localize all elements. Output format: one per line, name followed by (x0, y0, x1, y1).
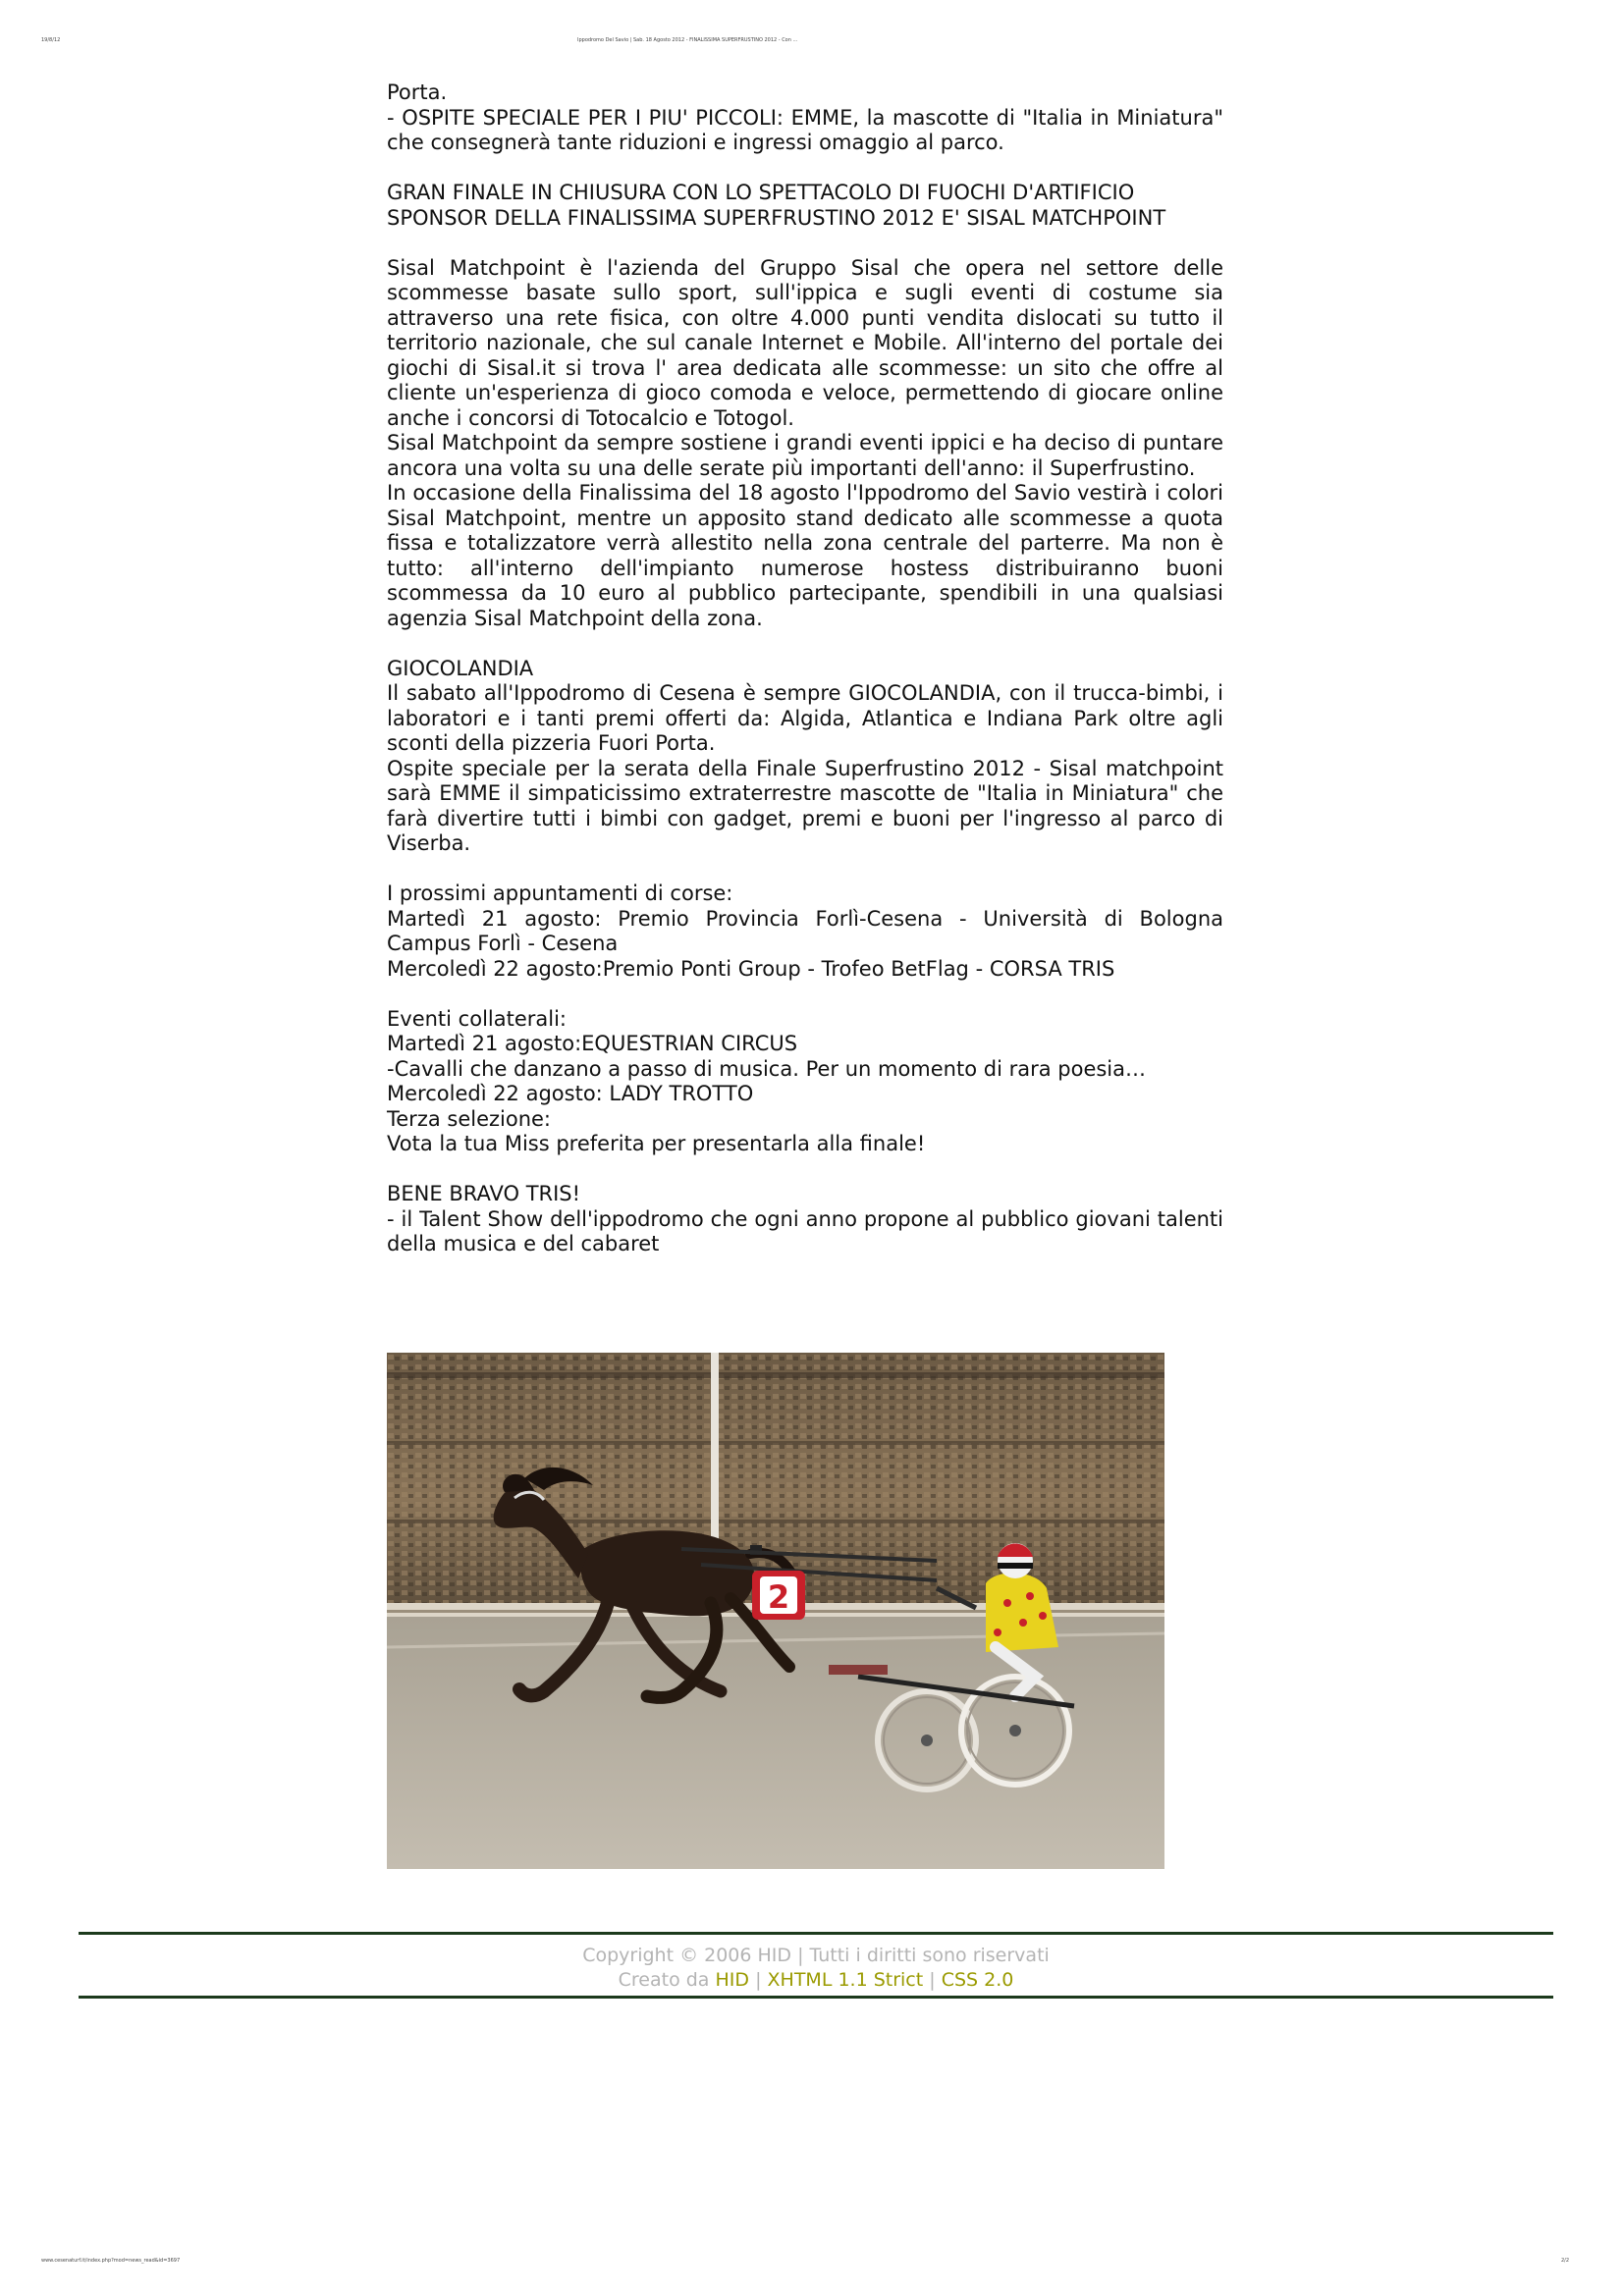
article-paragraph: Sisal Matchpoint è l'azienda del Gruppo Sisal che opera nel settore delle scommesse basate sullo sport, sull'ippica e sugli eventi di costume sia attraverso una rete fisica, con oltre 4.000 punti vendita dislocati su tutto il territorio nazionale, che sul canale Internet e Mobile. All'interno del portale dei giochi di Sisal.it si trova l' area dedicata alle scommesse: un sito che offre al cliente un'esperienza di gioco comoda e veloce, permettendo di giocare online anche i concorsi di Totocalcio e Totogol. (387, 255, 1223, 430)
article-paragraph: Sisal Matchpoint da sempre sostiene i grandi eventi ippici e ha deciso di puntare ancora una volta su una delle serate più importanti dell'anno: il Superfrustino. (387, 431, 1223, 480)
article-paragraph: Il sabato all'Ippodromo di Cesena è sempre GIOCOLANDIA, con il trucca-bimbi, i laboratori e i tanti premi offerti da: Algida, Atlantica e Indiana Park oltre agli sconti della pizzeria Fuori Porta. (387, 681, 1223, 755)
bib-number: 2 (767, 1578, 790, 1616)
article-paragraph: Martedì 21 agosto: Premio Provincia Forlì-Cesena - Università di Bologna Campus Forlì - Cesena (387, 906, 1223, 955)
article-heading: SPONSOR DELLA FINALISSIMA SUPERFRUSTINO 2012 E' SISAL MATCHPOINT (387, 205, 1166, 230)
copyright-notice: Copyright © 2006 HID | Tutti i diritti sono riservati (582, 1945, 1050, 1966)
created-by-label: Creato da (618, 1969, 716, 1991)
article-paragraph: Eventi collaterali: (387, 1006, 568, 1031)
article-paragraph: -Cavalli che danzano a passo di musica. Per un momento di rara poesia… (387, 1056, 1147, 1081)
footer-bottom-rule (79, 1996, 1553, 1999)
article-paragraph: Martedì 21 agosto:EQUESTRIAN CIRCUS (387, 1032, 798, 1055)
hid-link[interactable]: HID (715, 1969, 750, 1991)
article-paragraph: I prossimi appuntamenti di corse: (387, 881, 733, 905)
credits-line (79, 1968, 1553, 1993)
article-heading: GIOCOLANDIA (387, 656, 534, 680)
article-paragraph: Ospite speciale per la serata della Finale Superfrustino 2012 - Sisal matchpoint sarà EMME il simpaticissimo extraterrestre mascotte de "Italia in Miniatura" che farà divertire tutti i bimbi con gadget, premi e buoni per l'ingresso al parco di Viserba. (387, 756, 1223, 855)
print-header (0, 37, 1623, 51)
print-date: 19/8/12 (41, 37, 61, 43)
article-paragraph: In occasione della Finalissima del 18 agosto l'Ippodromo del Savio vestirà i colori Sisal Matchpoint, mentre un apposito stand dedicato alle scommesse a quota fissa e totalizzatore verrà allestito nella zona centrale del parterre. Ma non è tutto: all'interno dell'impianto numerose hostess distribuiranno buoni scommessa da 10 euro al pubblico partecipante, spendibili in una qualsiasi agenzia Sisal Matchpoint della zona. (387, 481, 1223, 630)
print-page-number: 2/2 (1561, 2258, 1570, 2264)
css-link[interactable]: CSS 2.0 (941, 1969, 1014, 1991)
xhtml-link[interactable]: XHTML 1.1 Strict (767, 1969, 924, 1991)
article-paragraph: Mercoledì 22 agosto: LADY TROTTO (387, 1082, 754, 1105)
article-paragraph: Porta. (387, 80, 448, 104)
article-heading: GRAN FINALE IN CHIUSURA CON LO SPETTACOLO DI FUOCHI D'ARTIFICIO (387, 181, 1135, 204)
article-paragraph: - il Talent Show dell'ippodromo che ogni anno propone al pubblico giovani talenti della musica e del cabaret (387, 1206, 1223, 1255)
race-number-bib (752, 1571, 805, 1620)
separator: | (923, 1969, 942, 1991)
article-paragraph: - OSPITE SPECIALE PER I PIU' PICCOLI: EMME, la mascotte di "Italia in Miniatura" che consegnerà tante riduzioni e ingressi omaggio al parco. (387, 105, 1223, 154)
harness-racing-photo (387, 1353, 1164, 1869)
article-paragraph: Vota la tua Miss preferita per presentarla alla finale! (387, 1132, 926, 1155)
article-heading: BENE BRAVO TRIS! (387, 1182, 581, 1205)
article-body (387, 80, 1223, 1257)
separator: | (749, 1969, 768, 1991)
print-url: www.cesenaturf.it/index.php?mod=news_read&id=3697 (41, 2258, 181, 2264)
print-page-title: Ippodromo Del Savio | Sab. 18 Agosto 2012 - FINALISSIMA SUPERFRUSTINO 2012 - Con ... (577, 37, 798, 43)
article-paragraph: Terza selezione: (387, 1106, 552, 1131)
footer-top-rule (79, 1932, 1553, 1935)
article-paragraph: Mercoledì 22 agosto:Premio Ponti Group - Trofeo BetFlag - CORSA TRIS (387, 956, 1115, 981)
